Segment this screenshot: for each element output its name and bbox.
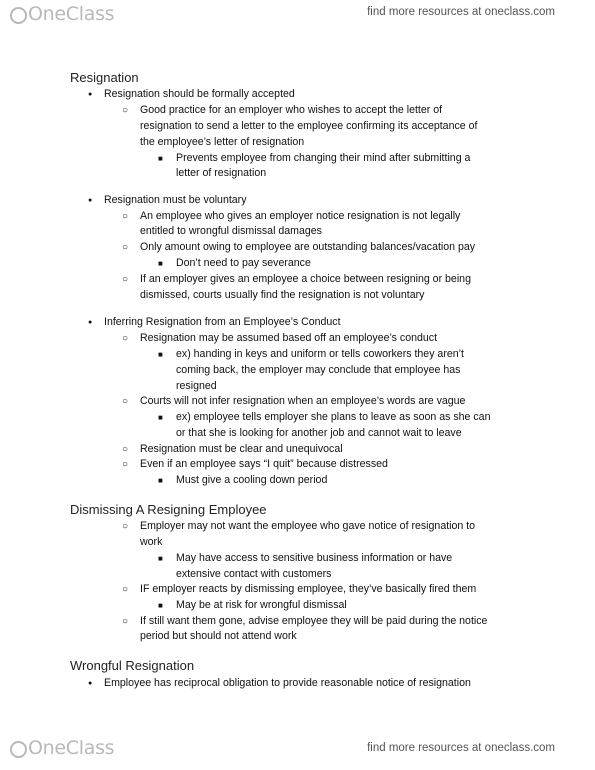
sub-bullet-item: ○ IF employer reacts by dismissing employee, they’ve basically fired them [140,582,476,597]
sub-bullet-item: ○ Good practice for an employer who wishes to accept the letter of [140,103,442,118]
section-heading-dismissing: Dismissing A Resigning Employee [70,502,267,517]
sub-sub-bullet-item: ■ ex) handing in keys and uniform or tells coworkers they aren’t [176,347,464,362]
section-heading-resignation: Resignation [70,70,139,85]
sub-sub-bullet-continuation: coming back, the employer may conclude that employee has [176,364,461,376]
sub-bullet-item: ○ Even if an employee says “I quit” because distressed [140,457,388,472]
sub-sub-bullet-continuation: extensive contact with customers [176,568,332,580]
oneclass-logo-footer[interactable]: OneClass [10,737,114,759]
bullet-item: ● Employee has reciprocal obligation to provide reasonable notice of resignation [104,676,471,691]
sub-sub-bullet-continuation: resigned [176,380,217,392]
sub-sub-bullet-item: ■ Must give a cooling down period [176,473,327,488]
sub-bullet-item: ○ Only amount owing to employee are outstanding balances/vacation pay [140,240,475,255]
sub-sub-bullet-item: ■ Don’t need to pay severance [176,256,311,271]
sub-bullet-continuation: work [140,536,163,548]
sub-bullet-continuation: dismissed, courts usually find the resignation is not voluntary [140,289,425,301]
sub-sub-bullet-item: ■ May have access to sensitive business information or have [176,551,452,566]
bullet-item: ● Inferring Resignation from an Employee’s Conduct [104,315,341,330]
sub-bullet-item: ○ If still want them gone, advise employee they will be paid during the notice [140,614,487,629]
sub-bullet-continuation: the employee’s letter of resignation [140,136,305,148]
sub-bullet-item: ○ Resignation must be clear and unequivocal [140,442,343,457]
sub-sub-bullet-continuation: letter of resignation [176,167,267,179]
section-heading-wrongful-resignation: Wrongful Resignation [70,658,195,673]
sub-sub-bullet-continuation: or that she is looking for another job and cannot wait to leave [176,427,462,439]
oneclass-logo[interactable]: OneClass [10,3,114,25]
sub-bullet-item: ○ Employer may not want the employee who gave notice of resignation to [140,519,475,534]
bullet-item: ● Resignation must be voluntary [104,193,247,208]
sub-bullet-continuation: entitled to wrongful dismissal damages [140,225,322,237]
sub-bullet-item: ○ Courts will not infer resignation when an employee’s words are vague [140,394,465,409]
logo-circle-icon [10,741,27,758]
bullet-item: ● Resignation should be formally accepted [104,87,295,102]
logo-circle-icon [10,7,27,24]
sub-sub-bullet-item: ■ May be at risk for wrongful dismissal [176,598,347,613]
header-tagline[interactable]: find more resources at oneclass.com [367,6,555,18]
sub-sub-bullet-item: ■ Prevents employee from changing their mind after submitting a [176,151,470,166]
sub-bullet-item: ○ An employee who gives an employer notice resignation is not legally [140,209,460,224]
sub-bullet-item: ○ If an employer gives an employee a choice between resigning or being [140,272,471,287]
sub-sub-bullet-item: ■ ex) employee tells employer she plans to leave as soon as she can [176,410,490,425]
footer-tagline[interactable]: find more resources at oneclass.com [367,742,555,754]
sub-bullet-continuation: period but should not attend work [140,630,297,642]
sub-bullet-item: ○ Resignation may be assumed based off an employee’s conduct [140,331,437,346]
sub-bullet-continuation: resignation to send a letter to the employee confirming its acceptance of [140,120,478,132]
